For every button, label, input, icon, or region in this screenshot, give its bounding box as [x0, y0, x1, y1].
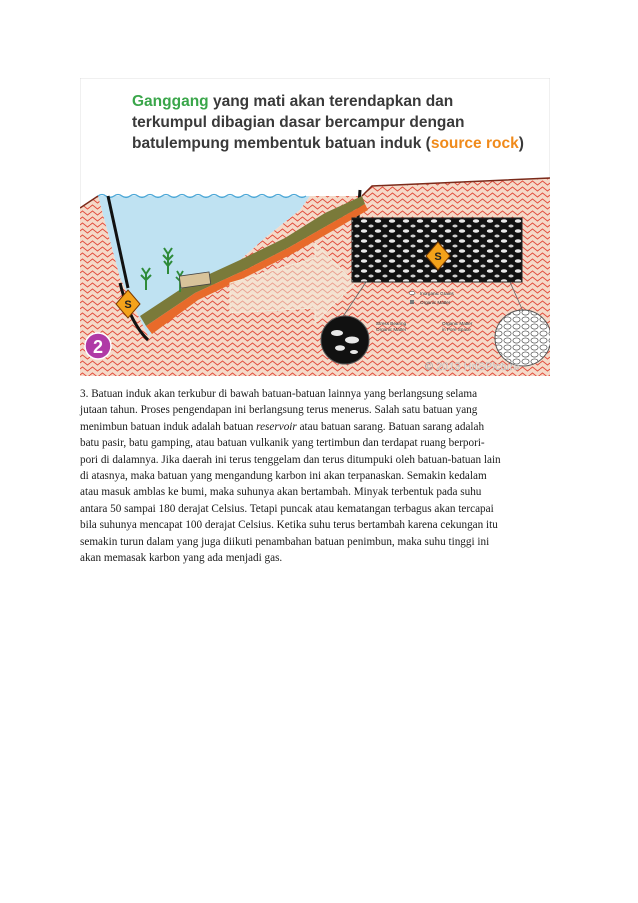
step-badge — [85, 333, 111, 359]
legend-fluid-bearing: Stress Bearing — [376, 321, 407, 326]
caption-line-3-main: batulempung membentuk batuan induk ( — [132, 135, 431, 152]
figure-caption-line-1 — [132, 93, 453, 110]
legend-pore-2: in Pore Space — [442, 327, 471, 332]
paragraph-line-9: bila suhunya mencapat 100 derajat Celsius. Ketika suhu terus bertambah karena cekungan itu — [80, 519, 498, 532]
body-paragraph — [80, 386, 560, 566]
caption-highlight-ganggang: Ganggang — [132, 93, 209, 110]
figure-caption-line-3 — [132, 135, 524, 152]
caption-line-1-rest: yang mati akan terendapkan dan — [208, 93, 454, 110]
paragraph-line-11: akan memasak karbon yang ada menjadi gas. — [80, 552, 283, 565]
paragraph-line-8: antara 50 sampai 180 derajat Celsius. Tetapi puncak atau kematangan terbagus akan tercapai — [80, 502, 494, 515]
caption-line-3-end: ) — [518, 135, 524, 152]
svg-text:S: S — [124, 299, 132, 311]
legend-organic: Organic Matter — [420, 300, 451, 305]
legend-inorganic: Inorganic Grains — [420, 291, 454, 296]
paragraph-line-4: batu pasir, batu gamping, atau batuan vulkanik yang tertimbun dan terdapat ruang berpori- — [80, 437, 485, 450]
svg-text:2: 2 — [92, 337, 104, 357]
paragraph-line-3-end: atau batuan sarang. Batuan sarang adalah — [296, 420, 485, 433]
caption-highlight-source-rock: source rock — [430, 135, 519, 152]
detail-circle-right — [495, 310, 550, 366]
paragraph-line-10: semakin turun dalam yang juga diikuti penambahan batuan penimbun, maka suhu tinggi ini — [80, 535, 490, 548]
paragraph-line-3 — [80, 419, 560, 435]
geology-figure — [80, 78, 550, 376]
svg-text:S: S — [434, 251, 442, 263]
figure-caption-line-2: terkumpul dibagian dasar bercampur dengan — [132, 114, 465, 131]
paragraph-line-1: 3. Batuan induk akan terkubur di bawah batuan-batuan lainnya yang berlangsung selama — [80, 388, 478, 400]
paragraph-line-3-start: menimbun batuan induk adalah batuan — [80, 420, 257, 433]
watermark: © 2013 HdSPicture — [425, 361, 520, 373]
paragraph-line-6: di atasnya, maka batuan yang mengandung karbon ini akan terpanaskan. Semakin kedalam — [80, 470, 487, 483]
legend-fluid-bearing-2: Organic Matter — [376, 327, 407, 332]
paragraph-line-7: atau masuk amblas ke bumi, maka suhunya akan bertambah. Minyak terbentuk pada suhu — [80, 486, 482, 499]
reservoir-italic: reservoir — [256, 420, 297, 433]
paragraph-line-5: pori di dalamnya. Jika daerah ini terus tenggelam dan terus ditumpuki oleh batuan-batuan lain — [80, 453, 501, 466]
paragraph-line-2: jutaan tahun. Proses pengendapan ini berlangsung terus menerus. Salah satu batuan yang — [80, 404, 478, 417]
legend-pore: Organic Matter — [442, 321, 473, 326]
